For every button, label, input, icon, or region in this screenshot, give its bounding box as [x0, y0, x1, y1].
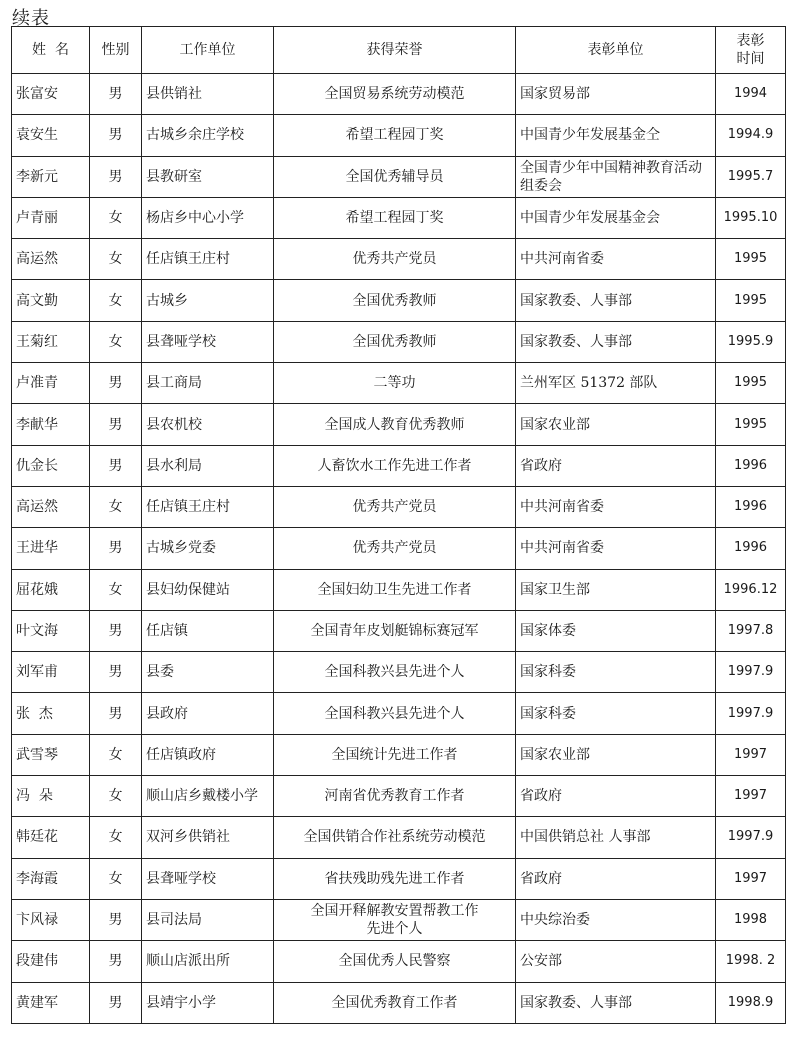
cell-time: 1995	[716, 363, 786, 404]
cell-unit: 双河乡供销社	[142, 817, 274, 858]
cell-gender: 女	[90, 734, 142, 775]
cell-gender: 女	[90, 197, 142, 238]
cell-name: 高运然	[12, 486, 90, 527]
cell-honor: 二等功	[274, 363, 516, 404]
cell-honor: 全国科教兴县先进个人	[274, 652, 516, 693]
cell-gender: 女	[90, 280, 142, 321]
header-unit: 工作单位	[142, 27, 274, 74]
cell-name: 李献华	[12, 404, 90, 445]
cell-unit: 古城乡党委	[142, 528, 274, 569]
cell-name: 刘军甫	[12, 652, 90, 693]
cell-honor: 全国科教兴县先进个人	[274, 693, 516, 734]
cell-gender: 男	[90, 115, 142, 156]
cell-name: 黄建军	[12, 982, 90, 1023]
cell-org: 省政府	[516, 445, 716, 486]
table-row	[12, 693, 786, 734]
cell-time: 1998	[716, 899, 786, 940]
honors-table	[11, 26, 786, 1024]
cell-name: 李海霞	[12, 858, 90, 899]
cell-org: 中共河南省委	[516, 486, 716, 527]
cell-time: 1996	[716, 486, 786, 527]
cell-unit: 县水利局	[142, 445, 274, 486]
header-honor: 获得荣誉	[274, 27, 516, 74]
table-row	[12, 115, 786, 156]
cell-name: 王菊红	[12, 321, 90, 362]
cell-unit: 古城乡	[142, 280, 274, 321]
cell-unit: 县农机校	[142, 404, 274, 445]
cell-name: 韩廷花	[12, 817, 90, 858]
cell-unit: 县工商局	[142, 363, 274, 404]
cell-name: 卢准青	[12, 363, 90, 404]
cell-honor: 希望工程园丁奖	[274, 197, 516, 238]
cell-name: 张富安	[12, 74, 90, 115]
cell-unit: 县教研室	[142, 156, 274, 197]
cell-honor: 全国优秀人民警察	[274, 941, 516, 982]
cell-org: 国家贸易部	[516, 74, 716, 115]
table-row	[12, 734, 786, 775]
cell-honor: 河南省优秀教育工作者	[274, 776, 516, 817]
cell-unit: 任店镇政府	[142, 734, 274, 775]
cell-org: 国家体委	[516, 610, 716, 651]
cell-org: 国家教委、人事部	[516, 982, 716, 1023]
cell-time: 1994	[716, 74, 786, 115]
table-caption: 续表	[12, 8, 50, 29]
cell-unit: 古城乡余庄学校	[142, 115, 274, 156]
cell-unit: 顺山店乡戴楼小学	[142, 776, 274, 817]
table-row	[12, 404, 786, 445]
cell-unit: 任店镇	[142, 610, 274, 651]
cell-org: 省政府	[516, 776, 716, 817]
cell-name: 卢青丽	[12, 197, 90, 238]
cell-name: 卞风禄	[12, 899, 90, 940]
cell-name: 仇金长	[12, 445, 90, 486]
cell-time: 1996.12	[716, 569, 786, 610]
cell-honor: 人畜饮水工作先进工作者	[274, 445, 516, 486]
cell-name: 高运然	[12, 239, 90, 280]
cell-honor: 全国成人教育优秀教师	[274, 404, 516, 445]
cell-time: 1997.9	[716, 652, 786, 693]
cell-honor: 优秀共产党员	[274, 528, 516, 569]
cell-time: 1995	[716, 239, 786, 280]
table-row	[12, 363, 786, 404]
cell-honor: 优秀共产党员	[274, 486, 516, 527]
table-row	[12, 982, 786, 1023]
cell-honor: 全国开释解教安置帮教工作 先进个人	[274, 899, 516, 940]
cell-unit: 杨店乡中心小学	[142, 197, 274, 238]
cell-honor: 全国供销合作社系统劳动模范	[274, 817, 516, 858]
cell-gender: 男	[90, 693, 142, 734]
cell-honor: 全国青年皮划艇锦标赛冠军	[274, 610, 516, 651]
cell-honor: 优秀共产党员	[274, 239, 516, 280]
cell-gender: 女	[90, 776, 142, 817]
cell-name: 张 杰	[12, 693, 90, 734]
cell-org: 全国青少年中国精神教育活动组委会	[516, 156, 716, 197]
table-row	[12, 445, 786, 486]
cell-unit: 顺山店派出所	[142, 941, 274, 982]
table-row	[12, 321, 786, 362]
table-row	[12, 610, 786, 651]
cell-unit: 县聋哑学校	[142, 858, 274, 899]
table-row	[12, 197, 786, 238]
cell-unit: 任店镇王庄村	[142, 486, 274, 527]
cell-gender: 女	[90, 858, 142, 899]
header-name: 姓 名	[12, 27, 90, 74]
table-row	[12, 652, 786, 693]
cell-gender: 男	[90, 652, 142, 693]
header-time: 表彰 时间	[716, 27, 786, 74]
cell-gender: 男	[90, 941, 142, 982]
cell-org: 兰州军区 51372 部队	[516, 363, 716, 404]
cell-gender: 男	[90, 404, 142, 445]
cell-time: 1996	[716, 445, 786, 486]
cell-gender: 男	[90, 982, 142, 1023]
header-org: 表彰单位	[516, 27, 716, 74]
cell-org: 国家教委、人事部	[516, 280, 716, 321]
header-gender: 性别	[90, 27, 142, 74]
cell-name: 王进华	[12, 528, 90, 569]
cell-time: 1997	[716, 776, 786, 817]
cell-time: 1997.8	[716, 610, 786, 651]
cell-time: 1997.9	[716, 693, 786, 734]
header-row	[12, 27, 786, 74]
table-row	[12, 239, 786, 280]
cell-time: 1998. 2	[716, 941, 786, 982]
cell-time: 1995.10	[716, 197, 786, 238]
table-row	[12, 528, 786, 569]
cell-org: 中共河南省委	[516, 528, 716, 569]
cell-time: 1998.9	[716, 982, 786, 1023]
cell-unit: 县妇幼保健站	[142, 569, 274, 610]
table-row	[12, 280, 786, 321]
cell-unit: 县委	[142, 652, 274, 693]
cell-gender: 男	[90, 363, 142, 404]
table-row	[12, 941, 786, 982]
cell-org: 中国青少年发展基金会	[516, 197, 716, 238]
cell-time: 1997	[716, 734, 786, 775]
cell-unit: 县聋哑学校	[142, 321, 274, 362]
cell-name: 屈花娥	[12, 569, 90, 610]
cell-unit: 县靖宇小学	[142, 982, 274, 1023]
cell-time: 1997.9	[716, 817, 786, 858]
cell-time: 1994.9	[716, 115, 786, 156]
cell-name: 高文勤	[12, 280, 90, 321]
cell-org: 中共河南省委	[516, 239, 716, 280]
table-row	[12, 156, 786, 197]
cell-honor: 全国优秀教师	[274, 280, 516, 321]
cell-gender: 女	[90, 569, 142, 610]
cell-name: 段建伟	[12, 941, 90, 982]
cell-org: 国家农业部	[516, 734, 716, 775]
table-row	[12, 486, 786, 527]
cell-gender: 男	[90, 445, 142, 486]
cell-name: 武雪琴	[12, 734, 90, 775]
cell-gender: 女	[90, 486, 142, 527]
cell-unit: 县司法局	[142, 899, 274, 940]
cell-honor: 全国妇幼卫生先进工作者	[274, 569, 516, 610]
cell-time: 1996	[716, 528, 786, 569]
cell-org: 国家科委	[516, 652, 716, 693]
cell-org: 公安部	[516, 941, 716, 982]
cell-gender: 女	[90, 817, 142, 858]
table-row	[12, 899, 786, 940]
table-row	[12, 858, 786, 899]
cell-org: 国家科委	[516, 693, 716, 734]
cell-org: 省政府	[516, 858, 716, 899]
cell-unit: 县政府	[142, 693, 274, 734]
cell-honor: 省扶残助残先进工作者	[274, 858, 516, 899]
cell-time: 1995	[716, 404, 786, 445]
cell-gender: 女	[90, 321, 142, 362]
cell-name: 袁安生	[12, 115, 90, 156]
cell-unit: 县供销社	[142, 74, 274, 115]
cell-org: 国家农业部	[516, 404, 716, 445]
cell-gender: 男	[90, 528, 142, 569]
cell-org: 中国供销总社 人事部	[516, 817, 716, 858]
table-row	[12, 776, 786, 817]
table-row	[12, 74, 786, 115]
cell-org: 中国青少年发展基金仝	[516, 115, 716, 156]
cell-gender: 女	[90, 239, 142, 280]
cell-time: 1995	[716, 280, 786, 321]
cell-honor: 全国优秀教育工作者	[274, 982, 516, 1023]
cell-honor: 全国优秀教师	[274, 321, 516, 362]
cell-honor: 全国优秀辅导员	[274, 156, 516, 197]
cell-honor: 希望工程园丁奖	[274, 115, 516, 156]
cell-unit: 任店镇王庄村	[142, 239, 274, 280]
cell-name: 冯 朵	[12, 776, 90, 817]
cell-name: 李新元	[12, 156, 90, 197]
cell-gender: 男	[90, 899, 142, 940]
cell-time: 1997	[716, 858, 786, 899]
table-body	[12, 74, 786, 1024]
cell-gender: 男	[90, 156, 142, 197]
cell-honor: 全国统计先进工作者	[274, 734, 516, 775]
table-row	[12, 569, 786, 610]
cell-org: 中央综治委	[516, 899, 716, 940]
cell-honor: 全国贸易系统劳动模范	[274, 74, 516, 115]
cell-gender: 男	[90, 74, 142, 115]
table-row	[12, 817, 786, 858]
cell-time: 1995.9	[716, 321, 786, 362]
cell-org: 国家卫生部	[516, 569, 716, 610]
cell-org: 国家教委、人事部	[516, 321, 716, 362]
cell-gender: 男	[90, 610, 142, 651]
cell-time: 1995.7	[716, 156, 786, 197]
cell-name: 叶文海	[12, 610, 90, 651]
